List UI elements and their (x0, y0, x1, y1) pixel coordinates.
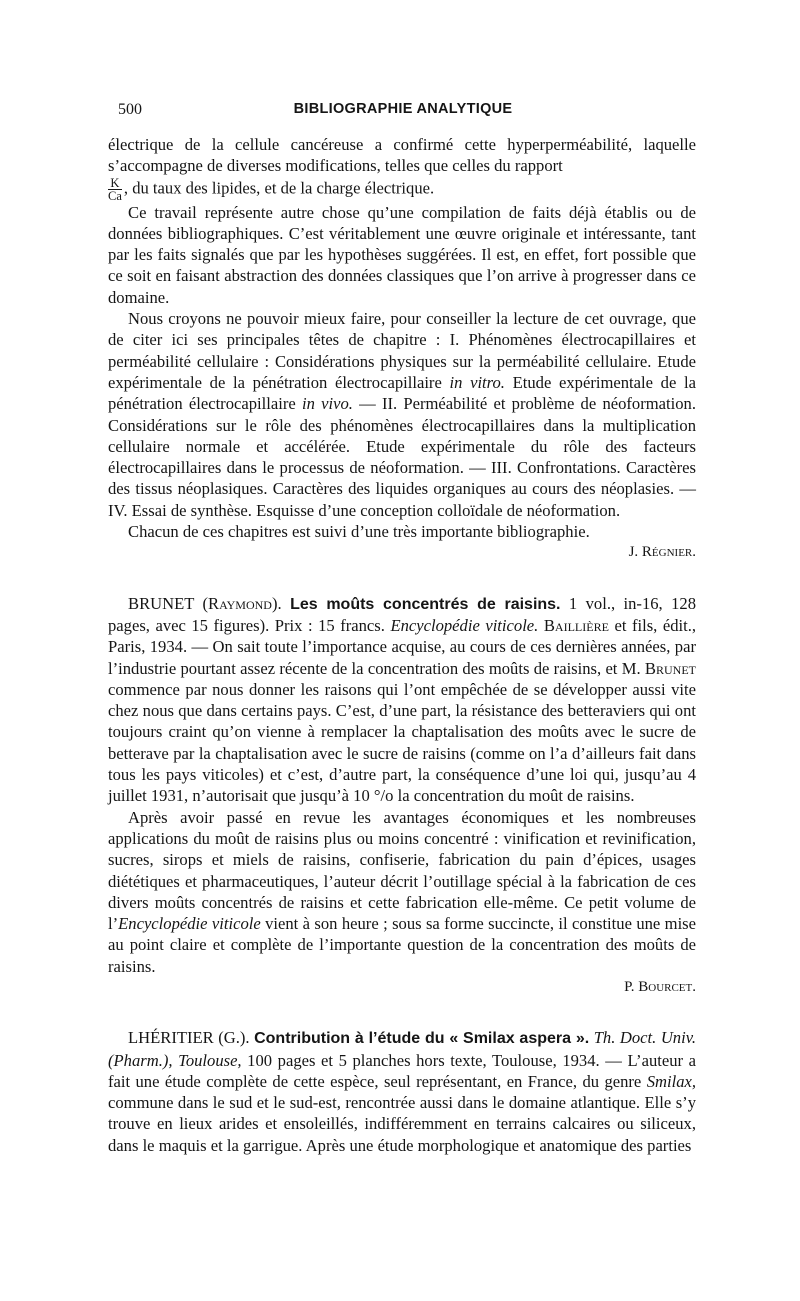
fraction-numerator: K (108, 177, 122, 190)
text-run: — II. Perméabilité et problème de néoformation. Considérations sur le rôle des phénomènes électrocapillaires dans la multiplication cellulaire normale et accélérée. Etude expérimentale du rôle des facteurs électrocapillaires dans le processus de néoformation. — III. Confrontations. Caractères des tissus néoplasiques. Caractères des liquides organiques au cours des néoplasies. — IV. Essai de synthèse. Esquisse d’une conception colloïdale de néoformation. (108, 394, 696, 520)
paragraph (108, 807, 696, 977)
paragraph (108, 308, 696, 521)
author-first-name: (G.). (218, 1028, 250, 1048)
text-run: , du taux des lipides, et de la charge électrique. (123, 177, 435, 197)
publisher-name: Baillière (543, 615, 609, 635)
text-run: Etude expérimentale de la pénétration électrocapillaire (108, 372, 696, 414)
text-run: Nous croyons ne pouvoir mieux faire, pour conseiller la lecture de cet ouvrage, que de citer ici ses principales têtes de chapitre : I. Phénomènes électrocapillaires et perméabilité cellulaire : Considérations physiques sur la perméabilité cellulaire. Etude expérimentale de la pénétration électrocapillaire (108, 309, 696, 392)
running-title: BIBLIOGRAPHIE ANALYTIQUE (293, 101, 513, 117)
text-run: 100 pages et 5 planches hors texte, Toulouse, 1934. — L’auteur a fait une étude complète de cette espèce, seul représentant, en France, du genre (108, 1050, 696, 1091)
author-mention: Brunet (644, 658, 696, 678)
author-name: BRUNET (128, 593, 195, 613)
reviewer-signature: P. Bourcet. (624, 978, 696, 995)
work-title: Les moûts concentrés de raisins. (290, 595, 561, 613)
text-run: commence par nous donner les raisons qui l’ont empêchée de se développer aussi vite chez nous que dans certains pays. C’est, d’une part, la résistance des betteraviers qui ont toujours craint qu’on vienne à remplacer la chaptalisation des moûts avec le sucre de betterave par la chaptalisation avec le sucre de raisins (comme on l’a d’ailleurs fait dans tous les pays viticoles) et c’est, d’autre part, la conséquence d’une loi qui, jusqu’au 4 juillet 1931, n’autorisait que jusqu’à 10 °/o la concentration du moût de raisins. (108, 679, 696, 806)
page-body (108, 134, 696, 1156)
work-title: Contribution à l’étude du « Smilax aspera ». (254, 1030, 590, 1048)
paragraph: Ce travail représente autre chose qu’une compilation de faits déjà établis ou de données bibliographiques. C’est véritablement une œuvre originale et intéressante, tant par les faits signalés que par les hypothèses suggérées. Il est, en effet, fort possible que ce soit en faisant abstraction des données classiques que l’on arrive à progresser dans ce domaine. (108, 202, 696, 307)
author-name: LHÉRITIER (128, 1028, 214, 1048)
text-run: électrique de la cellule cancéreuse a confirmé cette hyperperméabilité, laquelle s’accompagne de diverses modifications, telles que celles du rapport (108, 135, 696, 176)
italic-text: Encyclopédie viticole (118, 914, 261, 934)
author-first-name: (Raymond). (202, 593, 282, 613)
text-run: 1 vol., in-16, 128 pages, avec 15 figures). Prix : 15 francs. (108, 593, 696, 635)
paragraph (108, 134, 696, 202)
reviewer-signature: J. Régnier. (628, 544, 696, 561)
italic-text: Th. Doct. Univ. (Pharm.), Toulouse, (108, 1028, 696, 1070)
text-run: commune dans le sud et le sud-est, rencontrée aussi dans le domaine atlantique. Elle s’y trouve en lieux arides et ensoleillés, indifféremment en terrains calcaires ou siliceux, dans le maquis et la garrigue. Après une étude morphologique et anatomique des parties (108, 1093, 696, 1155)
page-header (118, 101, 688, 123)
fraction-denominator: Ca (108, 188, 122, 203)
italic-text: in vivo. (301, 394, 353, 414)
text-run: et fils, édit., Paris, 1934. — On sait toute l’importance acquise, au cours de ces dernières années, par l’industrie pourtant assez récente de la concentration des moûts de raisins, et M. (108, 615, 697, 678)
review-entry (108, 593, 696, 807)
review-entry (108, 1027, 696, 1156)
italic-text: Encyclopédie viticole. (390, 615, 539, 635)
text-run: vient à son heure ; sous sa forme succincte, il constitue une mise au point claire et complète de l’importante question de la concentration des moûts de raisins. (108, 914, 696, 976)
fraction (108, 177, 122, 202)
paragraph: Chacun de ces chapitres est suivi d’une très importante bibliographie. (128, 522, 590, 542)
page-number: 500 (118, 101, 142, 118)
text-run: Après avoir passé en revue les avantages économiques et les nombreuses applications du moût de raisins plus ou moins concentré : vinification et revinification, sucres, sirops et miels de raisins, confiserie, fabrication du pain d’épices, usages diététiques et pharmaceutiques, l’auteur décrit l’outillage spécial à la fabrication de ces divers moûts concentrés de raisins et cette fabrication elle-même. Ce petit volume de l’ (108, 807, 696, 934)
italic-text: in vitro. (449, 372, 505, 392)
italic-text: Smilax, (646, 1071, 696, 1091)
